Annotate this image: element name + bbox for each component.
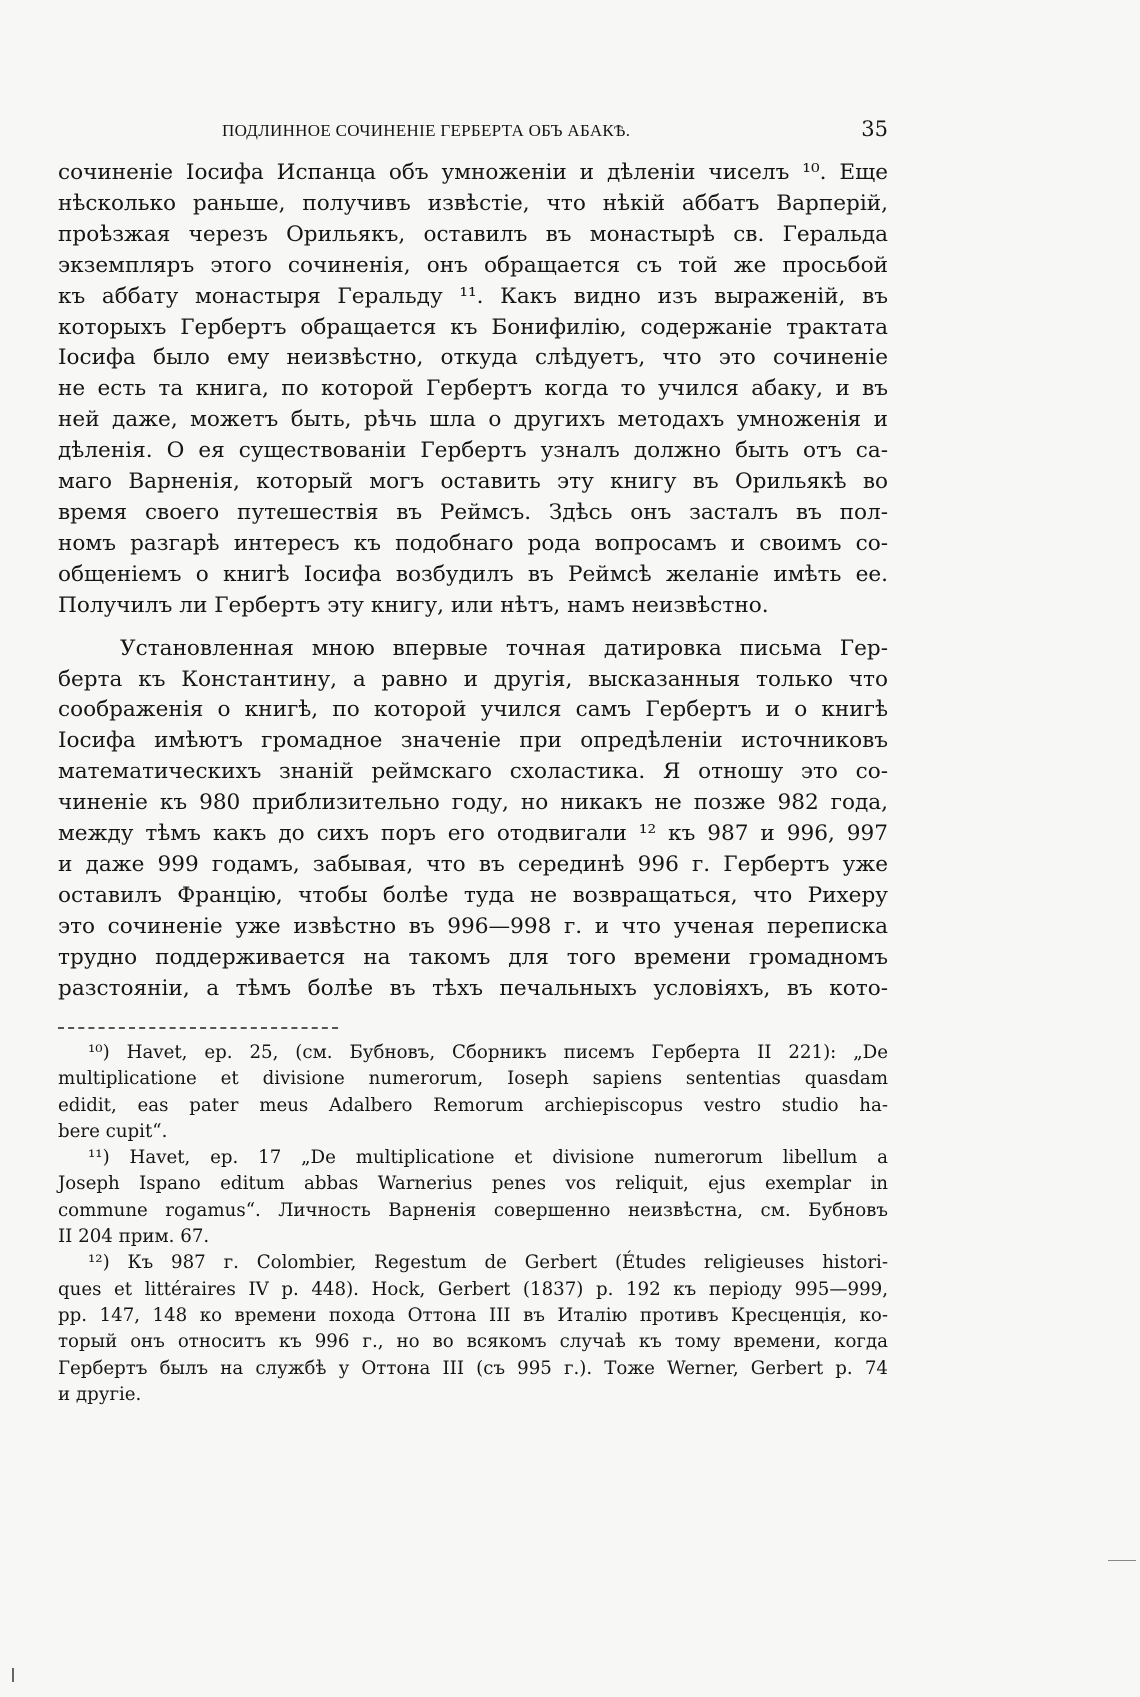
text-line: между тѣмъ какъ до сихъ поръ его отодвигали ¹² къ 987 и 996, 997: [58, 821, 888, 847]
text-line: сочиненіе Іосифа Испанца объ умноженіи и дѣленіи чиселъ ¹⁰. Еще: [58, 160, 888, 185]
footnote-10: [58, 1040, 888, 1145]
scan-mark: [1108, 1560, 1136, 1561]
text-line: берта къ Константину, а равно и другія, высказанныя только что: [58, 666, 888, 692]
text-line: ней даже, можетъ быть, рѣчь шла о другихъ методахъ умноженія и: [58, 407, 888, 433]
paragraph-2: [58, 634, 888, 1005]
running-title: ПОДЛИННОЕ СОЧИНЕНІЕ ГЕРБЕРТА ОБЪ АБАКѢ.: [222, 121, 631, 140]
text-line: номъ разгарѣ интересъ къ подобнаго рода вопросамъ и своимъ со-: [58, 530, 888, 556]
text-line: Получилъ ли Гербертъ эту книгу, или нѣтъ, намъ неизвѣстно.: [58, 592, 769, 618]
footnote-line: multiplicatione et divisione numerorum, Ioseph sapiens sententias quasdam: [58, 1068, 888, 1090]
footnote-line: ¹¹) Havet, ep. 17 „De multiplicatione et divisione numerorum libellum a: [88, 1147, 888, 1169]
main-text: [58, 158, 888, 1004]
text-line: къ аббату монастыря Геральду ¹¹. Какъ видно изъ выраженій, въ: [58, 283, 888, 309]
footnote-line: pp. 147, 148 ко времени похода Оттона III въ Италію противъ Кресценція, ко-: [58, 1304, 888, 1326]
footnote-12: [58, 1250, 888, 1408]
footnote-line: commune rogamus“. Личность Варненія совершенно неизвѣстна, см. Бубновъ: [58, 1199, 888, 1221]
text-line: математическихъ знаній реймскаго схоластика. Я отношу это со-: [58, 759, 888, 785]
text-line: проѣзжая черезъ Орильякъ, оставилъ въ монастырѣ св. Геральда: [58, 221, 888, 247]
text-line: это сочиненіе уже извѣстно въ 996—998 г. и что ученая переписка: [58, 913, 888, 939]
footnote-line: II 204 прим. 67.: [58, 1226, 210, 1248]
text-line: чиненіе къ 980 приблизительно году, но никакъ не позже 982 года,: [58, 790, 888, 816]
footnote-line: bere cupit“.: [58, 1120, 168, 1142]
footnote-line: ¹²) Къ 987 г. Colombier, Regestum de Gerbert (Études religieuses histori-: [88, 1252, 888, 1274]
text-line: которыхъ Гербертъ обращается къ Бонифилію, содержаніе трактата: [58, 314, 888, 340]
scan-mark: [12, 1668, 14, 1682]
text-line: трудно поддерживается на такомъ для того времени громадномъ: [58, 944, 888, 970]
text-line: соображенія о книгѣ, по которой учился самъ Гербертъ и о книгѣ: [58, 697, 888, 723]
footnotes: [58, 1040, 888, 1408]
footnote-line: edidit, eas pater meus Adalbero Remorum archiepiscopus vestro studio ha-: [58, 1094, 888, 1116]
footnote-line: Joseph Ispano editum abbas Warnerius penes vos reliquit, ejus exemplar in: [58, 1173, 888, 1195]
text-line: не есть та книга, по которой Гербертъ когда то учился абаку, и въ: [58, 376, 888, 402]
footnote-line: ques et littéraires IV p. 448). Hock, Gerbert (1837) p. 192 къ періоду 995—999,: [58, 1278, 888, 1300]
text-line: экземпляръ этого сочиненія, онъ обращается съ той же просьбой: [58, 252, 888, 278]
footnote-line: и другіе.: [58, 1383, 142, 1405]
text-line: общеніемъ о книгѣ Іосифа возбудилъ въ Реймсѣ желаніе имѣть ее.: [58, 561, 888, 587]
footnote-separator: [58, 1027, 338, 1029]
text-line: время своего путешествія въ Реймсъ. Здѣсь онъ засталъ въ пол-: [58, 499, 888, 525]
footnote-line: Гербертъ былъ на службѣ у Оттона III (съ 995 г.). Тоже Werner, Gerbert p. 74: [58, 1357, 888, 1379]
text-line: Установленная мною впервые точная датировка письма Гер-: [120, 635, 888, 661]
text-line: разстояніи, а тѣмъ болѣе въ тѣхъ печальныхъ условіяхъ, въ кото-: [58, 975, 888, 1001]
footnote-line: торый онъ относитъ къ 996 г., но во всякомъ случаѣ къ тому времени, когда: [58, 1331, 888, 1353]
text-line: и даже 999 годамъ, забывая, что въ серединѣ 996 г. Гербертъ уже: [58, 851, 888, 877]
text-line: нѣсколько раньше, получивъ извѣстіе, что нѣкій аббатъ Варперій,: [58, 190, 888, 216]
text-line: маго Варненія, который могъ оставить эту книгу въ Орильякѣ во: [58, 469, 888, 495]
text-line: Іосифа было ему неизвѣстно, откуда слѣдуетъ, что это сочиненіе: [58, 345, 888, 371]
footnote-11: [58, 1145, 888, 1250]
paragraph-1: [58, 158, 888, 622]
text-line: Іосифа имѣютъ громадное значеніе при опредѣленіи источниковъ: [58, 728, 888, 754]
page-number: 35: [861, 117, 888, 141]
footnote-line: ¹⁰) Havet, ep. 25, (см. Бубновъ, Сборникъ писемъ Герберта II 221): „De: [88, 1042, 888, 1063]
text-line: оставилъ Францію, чтобы болѣе туда не возвращаться, что Рихеру: [58, 882, 888, 908]
page-header: [58, 117, 888, 141]
text-line: дѣленія. О ея существованіи Гербертъ узналъ должно быть отъ са-: [58, 438, 888, 464]
